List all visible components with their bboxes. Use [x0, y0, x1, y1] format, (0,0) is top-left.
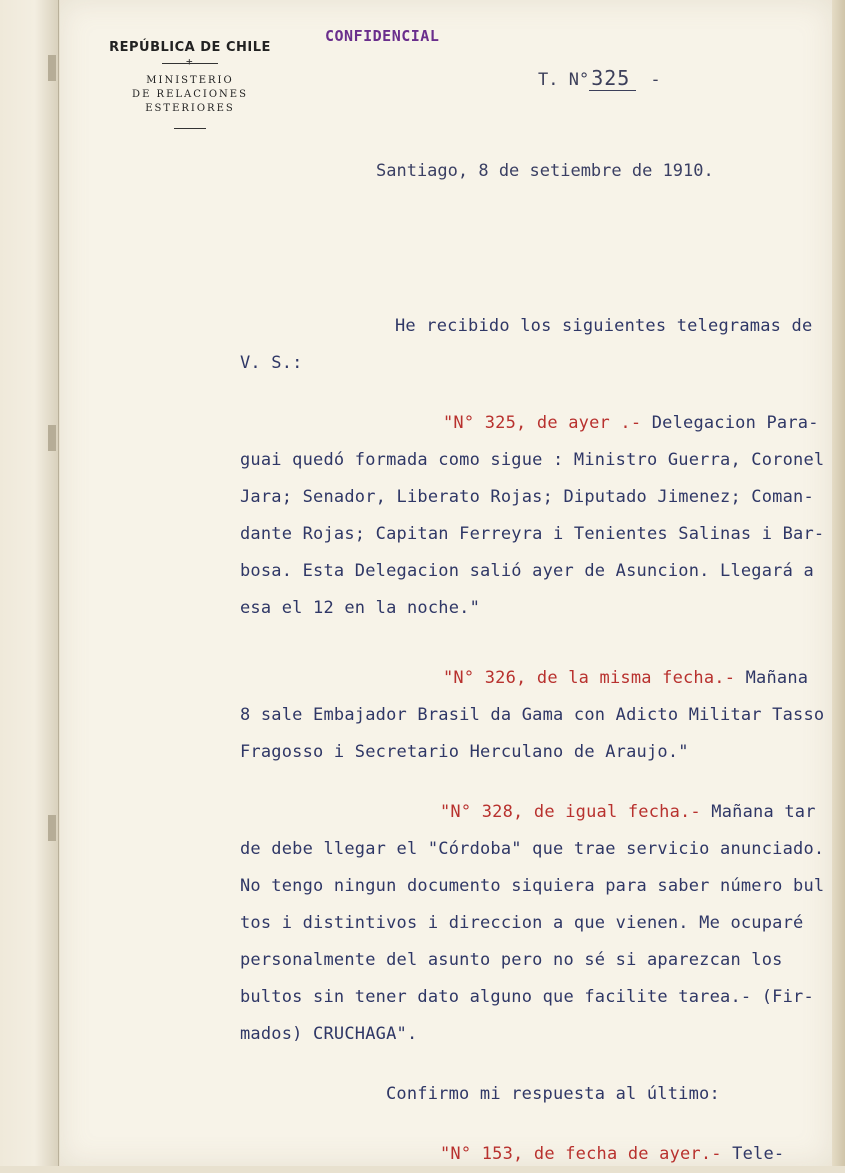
telegram-325-first-line — [443, 405, 819, 442]
telegram-325-line: esa el 12 en la noche." — [240, 598, 481, 618]
telegram-325-line: Jara; Senador, Liberato Rojas; Diputado Jimenez; Coman- — [240, 487, 814, 507]
telegram-328-line: mados) CRUCHAGA". — [240, 1024, 418, 1044]
telegram-number-suffix: - — [650, 70, 661, 90]
telegram-328-line: de debe llegar el "Córdoba" que trae servicio anunciado. — [240, 839, 825, 859]
telegram-328-line: bultos sin tener dato alguno que facilite tarea.- (Fir- — [240, 987, 814, 1007]
date-line: Santiago, 8 de setiembre de 1910. — [376, 161, 714, 181]
telegram-326-first-line — [443, 660, 808, 697]
left-facing-page — [0, 0, 59, 1166]
binding-tab — [48, 55, 56, 81]
binding-tab — [48, 815, 56, 841]
telegram-number-value: 325 — [589, 66, 636, 91]
telegram-number-prefix: T. N° — [538, 70, 590, 90]
telegram-153-first-line-text: Tele- — [721, 1144, 785, 1164]
letterhead-country: REPÚBLICA DE CHILE — [109, 40, 271, 55]
telegram-326-heading: "N° 326, de la misma fecha.- — [443, 668, 736, 688]
letterhead-divider — [162, 63, 218, 64]
telegram-326-line: 8 sale Embajador Brasil da Gama con Adicto Militar Tasso — [240, 705, 825, 725]
telegram-328-first-line-text: Mañana tar — [700, 802, 816, 822]
confidential-stamp: CONFIDENCIAL — [325, 27, 440, 45]
telegram-326-line: Fragosso i Secretario Herculano de Araujo." — [240, 742, 689, 762]
confirm-line: Confirmo mi respuesta al último: — [386, 1084, 720, 1104]
telegram-325-heading: "N° 325, de ayer .- — [443, 413, 642, 433]
telegram-325-line: guai quedó formada como sigue : Ministro Guerra, Coronel — [240, 450, 825, 470]
letterhead-ministry-line2: DE RELACIONES ESTERIORES — [132, 89, 248, 114]
telegram-326-first-line-text: Mañana — [735, 668, 809, 688]
telegram-153-first-line — [440, 1136, 784, 1173]
telegram-153-heading: "N° 153, de fecha de ayer.- — [440, 1144, 722, 1164]
telegram-328-line: personalmente del asunto pero no sé si aparezcan los — [240, 950, 783, 970]
telegram-328-heading: "N° 328, de igual fecha.- — [440, 802, 701, 822]
letterhead-ministry-line1: MINISTERIO — [146, 75, 234, 86]
telegram-328-line: tos i distintivos i direccion a que vienen. Me ocuparé — [240, 913, 804, 933]
page-edge — [832, 0, 845, 1166]
letterhead-underline — [174, 128, 206, 129]
telegram-number — [538, 66, 661, 90]
telegram-328-first-line — [440, 794, 816, 831]
telegram-325-line: dante Rojas; Capitan Ferreyra i Tenientes Salinas i Bar- — [240, 524, 825, 544]
intro-line-2: V. S.: — [240, 353, 303, 373]
intro-line-1: He recibido los siguientes telegramas de — [395, 316, 813, 336]
letterhead — [90, 40, 290, 129]
telegram-325-first-line-text: Delegacion Para- — [641, 413, 819, 433]
telegram-328-line: No tengo ningun documento siquiera para saber número bul — [240, 876, 825, 896]
telegram-325-line: bosa. Esta Delegacion salió ayer de Asuncion. Llegará a — [240, 561, 814, 581]
binding-tab — [48, 425, 56, 451]
